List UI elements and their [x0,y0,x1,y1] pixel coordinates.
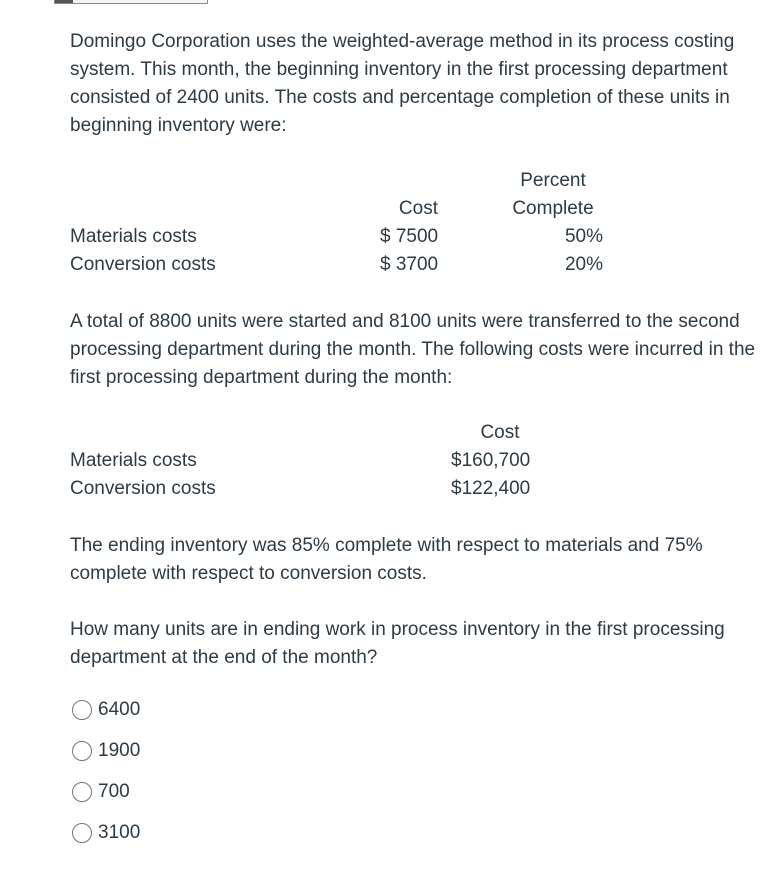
table2-row-label: Materials costs [70,450,197,471]
table2-row-cost: $122,400 [451,478,531,499]
table1-row-label: Conversion costs [70,254,216,275]
top-tab-fill [55,0,73,3]
table1-row-cost: $ 7500 [380,226,439,247]
question-prompt: How many units are in ending work in process inventory in the first processing department at the end of the month? [70,619,725,668]
answer-option-label: 6400 [98,699,141,720]
answer-option-label: 3100 [98,822,141,843]
answer-option[interactable] [72,820,140,846]
ending-inventory-paragraph: The ending inventory was 85% complete with respect to materials and 75% complete with respect to conversion costs. [70,535,703,584]
table2-header-cost: Cost [480,422,520,443]
table1-header-percent-line2: Complete [512,198,594,219]
top-tab-indicator [54,0,208,4]
answer-option[interactable] [72,697,140,723]
radio-button[interactable] [72,823,92,843]
table2-row-label: Conversion costs [70,478,216,499]
answer-option-label: 1900 [98,740,141,761]
table1-row-label: Materials costs [70,226,197,247]
table1-row-cost: $ 3700 [380,254,439,275]
table1-header-cost: Cost [398,198,438,219]
table2-row-cost: $160,700 [451,450,531,471]
table1-row-percent: 20% [564,254,603,275]
radio-button[interactable] [72,741,92,761]
table1-header-percent-line1: Percent [520,170,586,191]
answer-option[interactable] [72,779,130,805]
radio-button[interactable] [72,700,92,720]
answer-option-label: 700 [98,781,130,802]
radio-button[interactable] [72,782,92,802]
middle-paragraph: A total of 8800 units were started and 8100 units were transferred to the second processing department during the month. The following costs were incurred in the first processing department during the month: [70,311,756,388]
table1-row-percent: 50% [564,226,603,247]
answer-option[interactable] [72,738,140,764]
intro-paragraph: Domingo Corporation uses the weighted-average method in its process costing system. This month, the beginning inventory in the first processing department consisted of 2400 units. The costs and percentage completion of these units in beginning inventory were: [70,31,735,136]
